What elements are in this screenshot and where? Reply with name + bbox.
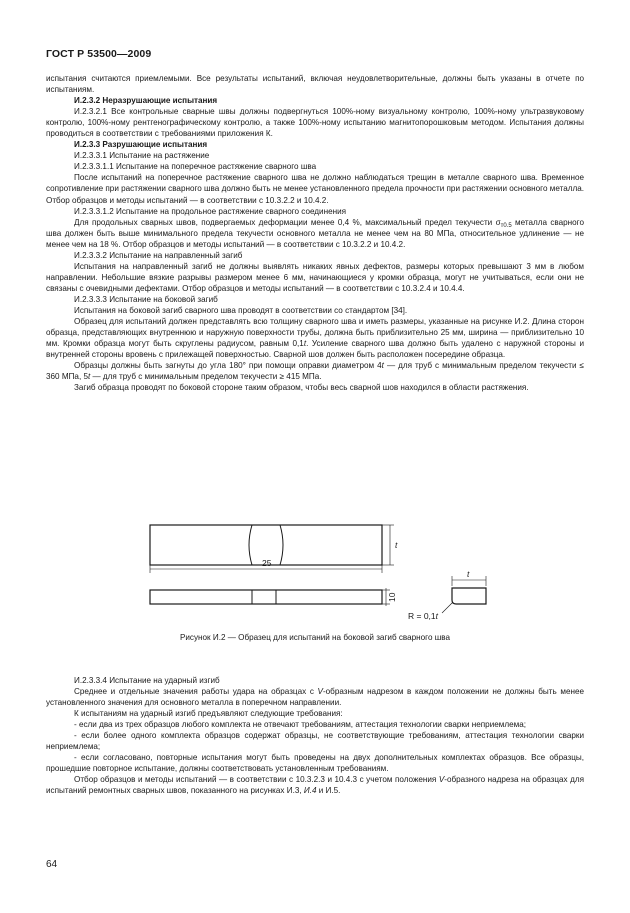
italic-v: V xyxy=(438,775,445,785)
italic-t: t xyxy=(303,339,307,349)
italic-t: t xyxy=(87,372,91,382)
subsection-heading: И.2.3.3.1.2 Испытание на продольное растяжение сварного соединения xyxy=(74,206,347,216)
text-run: . Усиление сварного шва должно быть удалено с наружной стороны и внутренней стороны вровень с прилежащей поверхностью. Сварной шов должен быть расположен посередине образца. xyxy=(46,339,584,360)
subsection-heading: И.2.3.3.3 Испытание на боковой загиб xyxy=(74,294,218,304)
text-run: Образец для испытаний должен представлять всю толщину сварного шва и иметь размеры, указанные на рисунке И.2. Длина сторон образца, представляющих внутреннюю и наружную поверхности трубы, должна быть приблизительно 25 мм, ширина — приблизительно 10 мм. Кромки образца могут быть скруглены радиусом, равным 0,1 xyxy=(46,317,584,349)
section-heading: И.2.3.3 Разрушающие испытания xyxy=(74,140,208,150)
text-run: — для труб с минимальным пределом текучести ≥ 415 МПа. xyxy=(90,372,322,382)
italic-t: t xyxy=(381,361,384,371)
subsection-heading: И.2.3.3.1.1 Испытание на поперечное растяжение сварного шва xyxy=(74,162,317,172)
text-run: -образным надрезом в каждом положении не должны быть менее установленного значения для основного металла в поперечном направлении. xyxy=(46,687,584,708)
dim-t-detail-label: t xyxy=(467,569,470,579)
weld-line-left xyxy=(249,525,252,565)
paragraph: испытания считаются приемлемыми. Все результаты испытаний, включая неудовлетворительные, должны быть указаны в отчете по испытаниям. xyxy=(46,74,584,95)
italic-v: V xyxy=(317,687,323,697)
list-item: - если два из трех образцов любого комплекта не отвечают требованиям, аттестация технологии сварки неприемлема; xyxy=(74,720,526,730)
subsection-heading: И.2.3.3.1 Испытание на растяжение xyxy=(74,151,210,161)
text-run: металла сварного шва должен быть выше минимального предела текучести основного металла не менее чем на 80 МПа, относительное удлинение — не менее чем на 18 %. Отбор образцов и методы испытаний — в соответствии с 10.3.2.2 и 10.4.2. xyxy=(46,217,584,249)
weld-line-right xyxy=(280,525,283,565)
subsection-heading: И.2.3.3.2 Испытание на направленный загиб xyxy=(74,250,243,260)
radius-label: R = 0,1t xyxy=(408,611,439,621)
lower-text xyxy=(46,675,584,797)
page-number: 64 xyxy=(46,859,58,870)
italic-ref: И.4 xyxy=(303,786,317,796)
paragraph xyxy=(46,360,584,382)
figure-caption: Рисунок И.2 — Образец для испытаний на боковой загиб сварного шва xyxy=(179,633,451,642)
dim-25-label: 25 xyxy=(262,558,272,568)
dim-10-label: 10 xyxy=(387,592,397,602)
page-header: ГОСТ Р 53500—2009 xyxy=(46,48,152,60)
paragraph: Испытания на боковой загиб сварного шва проводят в соответствии со стандартом [34]. xyxy=(74,305,408,315)
specimen-side-view xyxy=(150,590,382,604)
sigma-symbol: σ xyxy=(495,217,501,227)
main-text xyxy=(46,73,584,393)
text-run: — для труб с минимальным пределом текучести ≤ 360 МПа, 5 xyxy=(46,361,584,382)
paragraph: Загиб образца проводят по боковой стороне таким образом, чтобы весь сварной шов находился в области растяжения. xyxy=(74,383,529,393)
text-run: Для продольных сварных швов, подвергаемых деформации менее 0,4 %, максимальный предел текучести xyxy=(74,217,493,227)
paragraph: К испытаниям на ударный изгиб предъявляют следующие требования: xyxy=(74,709,343,719)
list-item: - если более одного комплекта образцов содержат образцы, не соответствующие требованиям, аттестация технологии сварки неприемлема; xyxy=(46,731,584,752)
paragraph xyxy=(46,217,584,250)
paragraph: После испытаний на поперечное растяжение сварного шва не должно наблюдаться трещин в металле сварного шва. Временное сопротивление при растяжении сварного шва должно быть не менее установленного предела прочности при растяжении основного металла. Отбор образцов и методы испытаний — в соответствии с 10.3.2.2 и 10.4.2. xyxy=(46,173,584,205)
text-run: Образцы должны быть загнуты до угла 180° при помощи оправки диаметром 4 xyxy=(74,361,382,371)
paragraph: И.2.3.2.1 Все контрольные сварные швы должны подвергнуться 100%-ному визуальному контролю, 100%-ному ультразвуковому контролю, 100%-ному рентгенографическому контролю, а также 100%-ному испытанию магнитопорошковым методом. Испытания должны проводиться в соответствии с требованиями приложения К. xyxy=(46,107,584,139)
paragraph: Испытания на направленный загиб не должны выявлять никаких явных дефектов, размеры которых превышают 3 мм в любом направлении. Небольшие вязкие разрывы размером менее 6 мм, начинающиеся у кромки образца, могут не учитываться, если они не связаны с очевидными дефектами. Отбор образцов и методы испытаний — в соответствии с 10.3.2.4 и 10.4.4. xyxy=(46,261,584,293)
subscript: т0.5 xyxy=(500,222,512,229)
section-heading: И.2.3.2 Неразрушающие испытания xyxy=(74,96,218,106)
list-item: - если согласовано, повторные испытания могут быть проведены на двух дополнительных комплектах образцов. Все образцы, прошедшие повторное испытание, должны соответствовать установленным требованиям. xyxy=(46,753,584,774)
paragraph xyxy=(46,686,584,708)
text-run: Отбор образцов и методы испытаний — в соответствии с 10.3.2.3 и 10.4.3 с учетом положения xyxy=(74,775,439,785)
radius-leader xyxy=(442,602,453,613)
paragraph xyxy=(46,774,584,796)
text-run: и И.5. xyxy=(316,786,341,796)
text-run: -образного надреза на образцах для испытаний ремонтных сварных швов, показанного на рисунках И.3, xyxy=(46,775,584,796)
specimen-detail xyxy=(452,588,486,604)
paragraph xyxy=(46,316,584,360)
subsection-heading: И.2.3.3.4 Испытание на ударный изгиб xyxy=(74,676,220,685)
specimen-figure xyxy=(140,516,500,626)
dim-t-label: t xyxy=(395,540,398,550)
text-run: Среднее и отдельные значения работы удара на образцах с xyxy=(74,687,318,697)
